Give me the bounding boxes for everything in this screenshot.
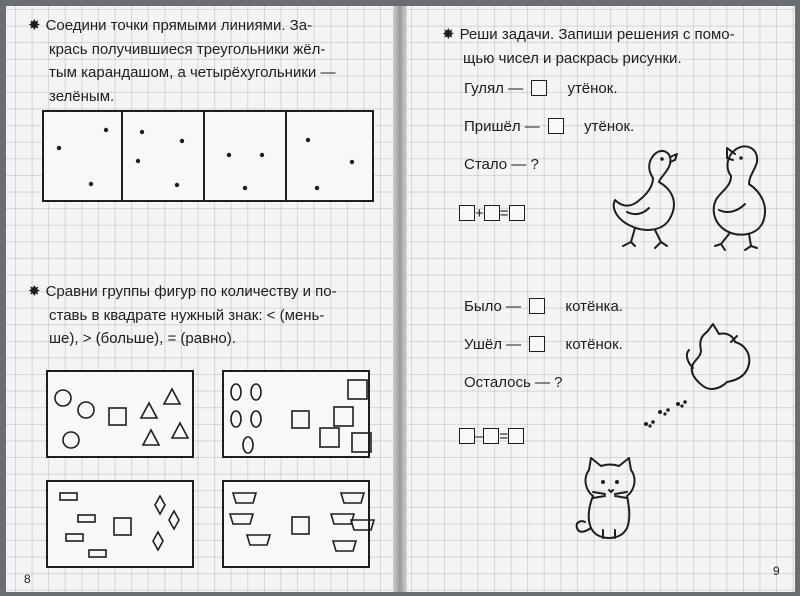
paw-prints-icon xyxy=(640,398,690,428)
dot[interactable] xyxy=(306,138,310,142)
dot[interactable] xyxy=(57,146,61,150)
task3-text xyxy=(442,23,735,70)
page-number-right: 9 xyxy=(773,564,780,578)
star-icon: ✸ xyxy=(28,283,41,300)
star-icon: ✸ xyxy=(442,26,455,43)
dot[interactable] xyxy=(227,153,231,157)
task1-line4: зелёным. xyxy=(49,87,115,105)
sitting-kitten-icon xyxy=(575,456,645,546)
dots-exercise-box xyxy=(42,110,374,202)
compare-box-ovals-squares xyxy=(222,370,370,458)
answer-square[interactable] xyxy=(459,205,475,221)
minus-equation xyxy=(459,428,524,445)
became-label: Стало — ? xyxy=(464,156,539,173)
walked-label: Гулял — xyxy=(464,80,524,97)
duckling-left-icon xyxy=(609,142,679,262)
page-number-left: 8 xyxy=(24,572,31,586)
walked-word: утёнок. xyxy=(567,80,618,97)
was-row xyxy=(464,298,623,316)
answer-square[interactable] xyxy=(548,118,564,134)
dot[interactable] xyxy=(260,153,264,157)
equals-sign: = xyxy=(499,205,509,222)
task1-line2: крась получившиеся треугольники жёл- xyxy=(49,40,326,58)
book-spine xyxy=(393,6,407,592)
left-page xyxy=(6,6,393,592)
compare-box-rectangles-diamonds xyxy=(46,480,194,568)
running-kitten-icon xyxy=(687,322,767,402)
task1-line1: Соедини точки прямыми линиями. За- xyxy=(45,17,313,34)
was-word: котёнка. xyxy=(565,298,624,315)
compare-box-trapezoids xyxy=(222,480,370,568)
was-label: Было — xyxy=(464,298,522,315)
dot[interactable] xyxy=(175,183,179,187)
answer-square[interactable] xyxy=(459,428,475,444)
dot[interactable] xyxy=(104,128,108,132)
task3-line1: Реши задачи. Запиши решения с помо- xyxy=(459,26,735,43)
dot[interactable] xyxy=(350,160,354,164)
dot[interactable] xyxy=(136,159,140,163)
answer-square[interactable] xyxy=(529,298,545,314)
star-icon: ✸ xyxy=(28,17,41,34)
remained-label: Осталось — ? xyxy=(464,374,563,391)
minus-sign: – xyxy=(475,428,484,445)
plus-sign: + xyxy=(475,205,484,222)
walked-row xyxy=(464,80,618,98)
dot[interactable] xyxy=(140,130,144,134)
left-word: котёнок. xyxy=(565,336,623,353)
left-label: Ушёл — xyxy=(464,336,522,353)
task1-line3: тым карандашом, а четырёхугольники — xyxy=(49,64,336,81)
task3-line2: щью чисел и раскрась рисунки. xyxy=(463,49,682,67)
answer-square[interactable] xyxy=(508,428,524,444)
answer-square[interactable] xyxy=(531,80,547,96)
came-word: утёнок. xyxy=(584,118,635,135)
answer-square[interactable] xyxy=(483,428,499,444)
answer-square[interactable] xyxy=(509,205,525,221)
dot[interactable] xyxy=(180,139,184,143)
task1-text xyxy=(28,14,335,108)
answer-square[interactable] xyxy=(529,336,545,352)
task2-line3: ше), > (больше), = (равно). xyxy=(49,330,236,347)
duckling-right-icon xyxy=(705,140,775,260)
task2-line2: ставь в квадрате нужный знак: < (мень- xyxy=(49,306,325,324)
compare-box-circles-triangles xyxy=(46,370,194,458)
equals-sign: = xyxy=(499,428,509,445)
right-page xyxy=(407,6,795,592)
task2-text xyxy=(28,280,337,351)
came-label: Пришёл — xyxy=(464,118,540,135)
answer-square[interactable] xyxy=(484,205,500,221)
task2-line1: Сравни группы фигур по количеству и по- xyxy=(45,283,337,300)
plus-equation xyxy=(459,205,525,222)
dot[interactable] xyxy=(315,186,319,190)
dot[interactable] xyxy=(89,182,93,186)
came-row xyxy=(464,118,634,136)
dot[interactable] xyxy=(243,186,247,190)
left-row xyxy=(464,336,623,354)
